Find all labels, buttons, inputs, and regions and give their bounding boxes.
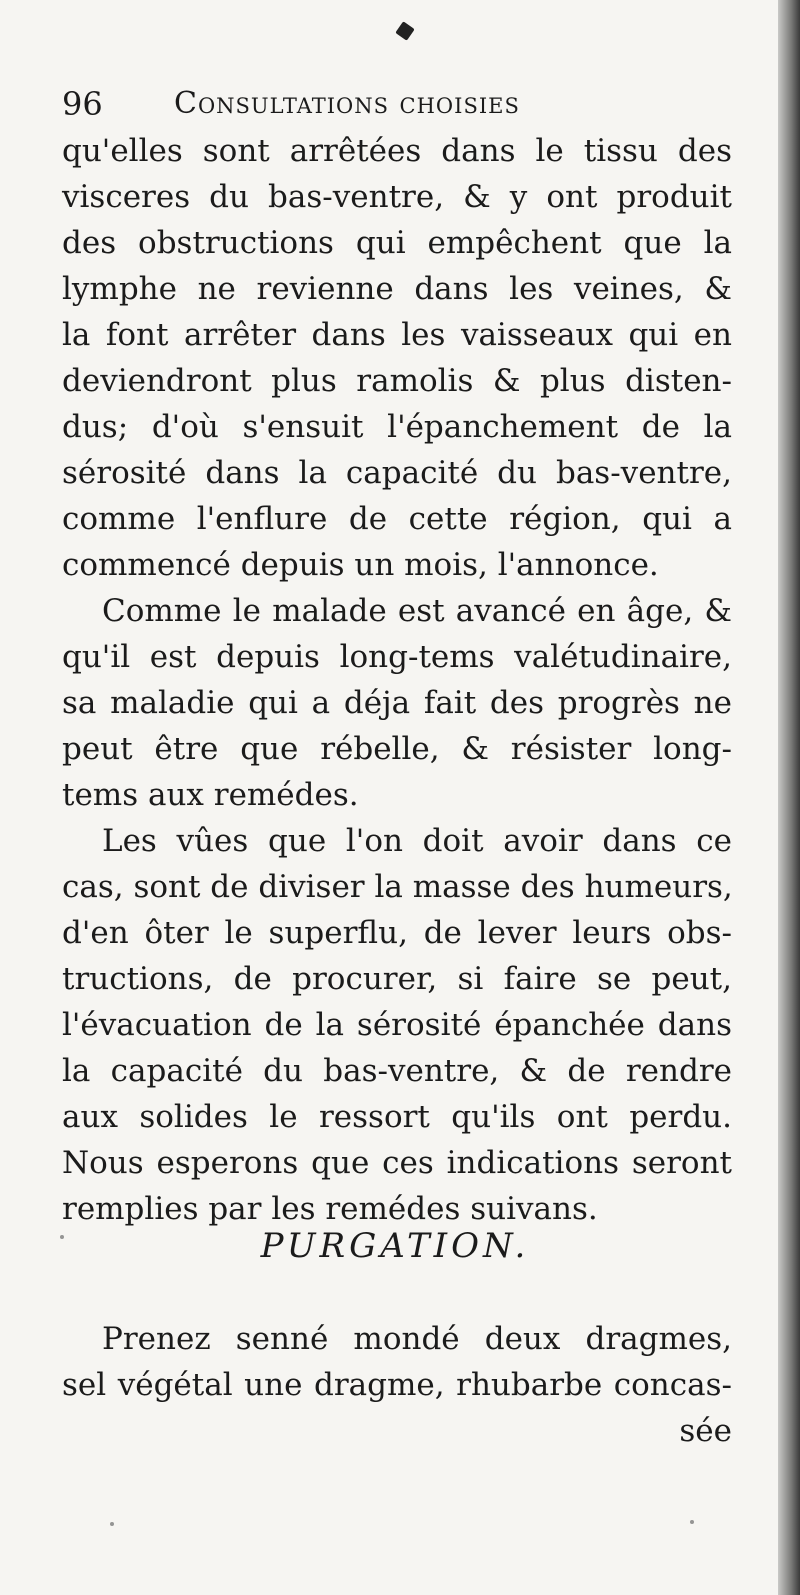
text-line: sel végétal une dragme, rhubarbe concas- — [62, 1367, 732, 1403]
page-edge-shadow — [778, 0, 800, 1595]
paragraph-1 — [62, 128, 732, 588]
text-line: la capacité du bas-ventre, & de rendre — [62, 1053, 732, 1089]
text-line: qu'il est depuis long-tems valétudinaire, — [62, 639, 732, 675]
text-line: commencé depuis un mois, l'annonce. — [62, 547, 659, 583]
page-header — [62, 84, 742, 124]
text-line: lymphe ne revienne dans les veines, & — [62, 271, 732, 307]
text-line: qu'elles sont arrêtées dans le tissu des — [62, 133, 732, 169]
text-line: dus; d'où s'ensuit l'épanchement de la — [62, 409, 732, 445]
text-line: cas, sont de diviser la masse des humeurs, — [62, 869, 733, 905]
text-line: la font arrêter dans les vaisseaux qui en — [62, 317, 732, 353]
text-line: des obstructions qui empêchent que la — [62, 225, 732, 261]
paragraph-2 — [62, 588, 732, 818]
text-line: deviendront plus ramolis & plus disten- — [62, 363, 732, 399]
printer-mark — [395, 21, 414, 40]
text-line: Nous esperons que ces indications seront — [62, 1145, 732, 1181]
section-heading: PURGATION. — [260, 1226, 530, 1266]
text-line: peut être que rébelle, & résister long- — [62, 731, 732, 767]
text-line: remplies par les remédes suivans. — [62, 1191, 598, 1227]
text-line: sérosité dans la capacité du bas-ventre, — [62, 455, 732, 491]
ink-speck — [110, 1522, 114, 1526]
catchword: sée — [679, 1413, 732, 1449]
text-line: Comme le malade est avancé en âge, & — [102, 593, 732, 629]
text-line: comme l'enflure de cette région, qui a — [62, 501, 732, 537]
text-line: Prenez senné mondé deux dragmes, — [102, 1321, 732, 1357]
text-line: aux solides le ressort qu'ils ont perdu. — [62, 1099, 732, 1135]
text-line: tems aux remédes. — [62, 777, 359, 813]
text-line: visceres du bas-ventre, & y ont produit — [62, 179, 732, 215]
text-line: Les vûes que l'on doit avoir dans ce — [102, 823, 732, 859]
page-number: 96 — [62, 85, 103, 123]
text-line: sa maladie qui a déja fait des progrès ne — [62, 685, 732, 721]
running-title: Consultations choisies — [174, 86, 520, 121]
text-line: l'évacuation de la sérosité épanchée dans — [62, 1007, 732, 1043]
ink-speck — [690, 1520, 694, 1524]
recipe-text — [62, 1316, 732, 1454]
body-text — [62, 128, 732, 1232]
ink-speck — [60, 1235, 64, 1239]
text-line: tructions, de procurer, si faire se peut, — [62, 961, 732, 997]
paragraph-3 — [62, 818, 732, 1232]
text-line: d'en ôter le superflu, de lever leurs obs- — [62, 915, 732, 951]
